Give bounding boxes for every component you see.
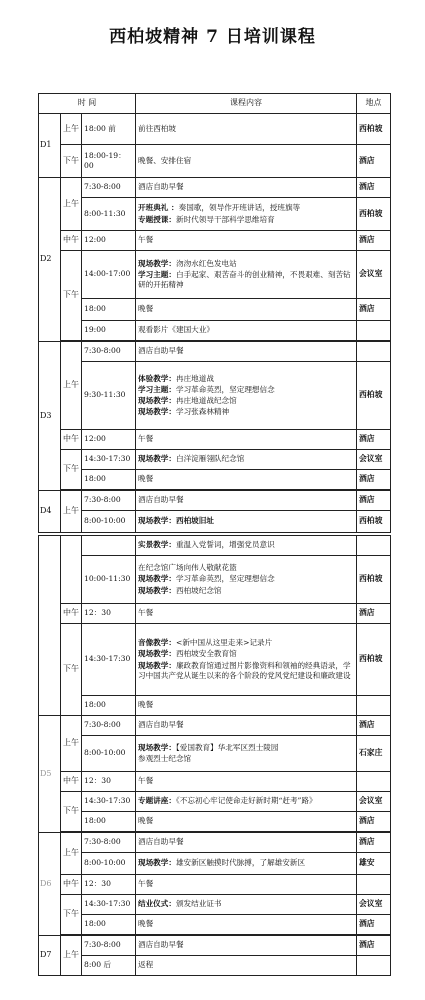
location-cell: 酒店: [357, 716, 391, 736]
location-cell: 西柏坡: [357, 624, 391, 696]
time-cell: 8:00-10:00: [82, 853, 136, 875]
segment-noon: 中午: [61, 430, 82, 450]
time-cell: [82, 536, 136, 556]
location-cell: 酒店: [357, 470, 391, 490]
time-cell: 18:00: [82, 299, 136, 321]
content-cell: 酒店自助早餐: [136, 342, 357, 362]
location-cell: 酒店: [357, 833, 391, 853]
activity-type: 学习主题：: [138, 269, 176, 279]
content-cell: 午餐: [136, 231, 357, 251]
activity-type: 现场教学：: [138, 742, 176, 752]
content-cell: [136, 624, 357, 696]
header-time: 时 间: [39, 94, 136, 114]
time-cell: 14:30-17:30: [82, 624, 136, 696]
location-cell: 酒店: [357, 812, 391, 832]
location-cell: 西柏坡: [357, 511, 391, 533]
activity-type: 专题授课：: [138, 214, 176, 224]
location-cell: 会议室: [357, 450, 391, 470]
time-cell: 14:30-17:30: [82, 450, 136, 470]
activity-text: 雄安新区触摸时代脉搏，了解雄安新区: [175, 858, 306, 868]
content-cell: 酒店自助早餐: [136, 491, 357, 511]
activity-text: 《不忘初心牢记使命走好新时期“赶考”路》: [175, 796, 317, 806]
activity-text: 重温入党誓词，增强党员意识: [175, 540, 275, 550]
location-cell: 西柏坡: [357, 198, 391, 231]
location-cell: 酒店: [357, 231, 391, 251]
time-cell: 18:00 前: [82, 114, 136, 145]
location-cell: 会议室: [357, 251, 391, 299]
location-cell: 会议室: [357, 792, 391, 812]
content-cell: [136, 536, 357, 556]
location-cell: [357, 875, 391, 895]
segment-noon: 中午: [61, 875, 82, 895]
activity-type: 现场教学：: [138, 454, 176, 464]
content-cell: [136, 511, 357, 533]
segment-noon: 中午: [61, 231, 82, 251]
time-cell: 18:00-19：00: [82, 145, 136, 178]
activity-type: 现场教学：: [138, 396, 176, 405]
day-label-continued: [39, 536, 61, 716]
content-cell: 午餐: [136, 604, 357, 624]
time-cell: 7:30-8:00: [82, 178, 136, 198]
time-cell: 8:00-10:00: [82, 736, 136, 772]
time-cell: 14:00-17:00: [82, 251, 136, 299]
activity-text: 参观烈士纪念馆: [138, 754, 192, 763]
activity-type: 专题讲座：: [138, 796, 176, 806]
activity-type: 现场教学：: [138, 649, 176, 659]
activity-type: 现场教学：: [138, 574, 176, 584]
content-cell: 晚餐: [136, 470, 357, 490]
segment-am: 上午: [61, 114, 82, 145]
content-cell: 酒店自助早餐: [136, 936, 357, 956]
location-cell: 会议室: [357, 895, 391, 915]
segment-pm: 下午: [61, 145, 82, 178]
time-cell: 8:00 后: [82, 956, 136, 976]
segment-am: 上午: [61, 936, 82, 976]
content-cell: 午餐: [136, 430, 357, 450]
location-cell: [357, 956, 391, 976]
activity-text: 奏国歌，领导作开班讲话，授班旗等: [178, 203, 301, 213]
activity-text: 冉庄地道战纪念馆: [175, 396, 237, 405]
time-cell: 12：30: [82, 875, 136, 895]
activity-type: 现场教学：: [138, 407, 176, 417]
content-cell: 酒店自助早餐: [136, 178, 357, 198]
activity-type: 学习主题：: [138, 384, 176, 394]
activity-type: 现场教学：: [138, 516, 176, 526]
location-cell: 雄安: [357, 853, 391, 875]
content-cell: [136, 251, 357, 299]
activity-text: 在纪念馆广场向伟人敬献花篮: [138, 563, 237, 573]
location-cell: 酒店: [357, 936, 391, 956]
segment-pm: 下午: [61, 792, 82, 832]
time-cell: 18:00: [82, 915, 136, 935]
activity-type: 现场教学：: [138, 660, 176, 670]
location-cell: 酒店: [357, 430, 391, 450]
activity-type: 现场教学：: [138, 585, 176, 595]
content-cell: 前往西柏坡: [136, 114, 357, 145]
time-cell: 14:30-17:30: [82, 895, 136, 915]
activity-text: 颁发结业证书: [175, 899, 222, 909]
activity-type: 结业仪式：: [138, 899, 176, 909]
activity-type: 实景教学：: [138, 540, 176, 550]
segment-pm: 下午: [61, 450, 82, 490]
schedule-table-part1: [38, 93, 391, 533]
activity-text: 新时代领导干部科学思维培育: [175, 214, 275, 224]
activity-text: 沕沕水红色发电站: [175, 258, 237, 268]
time-cell: 18:00: [82, 696, 136, 716]
content-cell: 晚餐、安排住宿: [136, 145, 357, 178]
content-cell: 晚餐: [136, 696, 357, 716]
location-cell: 酒店: [357, 178, 391, 198]
location-cell: [357, 696, 391, 716]
activity-text: 冉庄地道战: [175, 373, 214, 383]
segment-noon: 中午: [61, 604, 82, 624]
content-cell: 酒店自助早餐: [136, 716, 357, 736]
time-cell: 7:30-8:00: [82, 833, 136, 853]
time-cell: 8:00-10:00: [82, 511, 136, 533]
time-cell: 7:30-8:00: [82, 936, 136, 956]
schedule-table-part2: [38, 535, 391, 976]
segment-pm: 下午: [61, 895, 82, 935]
content-cell: [136, 853, 357, 875]
activity-type: 音像教学：: [138, 638, 176, 647]
time-cell: 12:00: [82, 231, 136, 251]
location-cell: 酒店: [357, 299, 391, 321]
header-place: 地点: [357, 94, 391, 114]
time-cell: 18:00: [82, 470, 136, 490]
time-cell: 8:00-11:30: [82, 198, 136, 231]
activity-text: 学习革命英烈，坚定理想信念: [175, 574, 275, 584]
location-cell: 酒店: [357, 915, 391, 935]
time-cell: 12：30: [82, 604, 136, 624]
content-cell: [136, 736, 357, 772]
content-cell: [136, 198, 357, 231]
time-cell: 19:00: [82, 321, 136, 341]
segment-am: 上午: [61, 342, 82, 430]
content-cell: 酒店自助早餐: [136, 833, 357, 853]
day-label: D3: [39, 342, 61, 491]
segment-am: 上午: [61, 178, 82, 231]
content-cell: 午餐: [136, 875, 357, 895]
time-cell: 18:00: [82, 812, 136, 832]
time-cell: 12:00: [82, 430, 136, 450]
activity-text: 西柏坡旧址: [175, 516, 214, 526]
day-label: D2: [39, 178, 61, 342]
day-label: D6: [39, 833, 61, 936]
segment-am-continued: [61, 536, 82, 604]
content-cell: [136, 895, 357, 915]
location-cell: 酒店: [357, 491, 391, 511]
activity-text: 白洋淀雁翎队纪念馆: [175, 454, 245, 464]
content-cell: 观看影片《建国大业》: [136, 321, 357, 341]
location-cell: [357, 772, 391, 792]
activity-text: 西柏坡安全教育馆: [175, 649, 237, 659]
header-content: 课程内容: [136, 94, 357, 114]
content-cell: 晚餐: [136, 812, 357, 832]
segment-am: 上午: [61, 491, 82, 533]
activity-type: 现场教学：: [138, 858, 176, 868]
activity-type: 开班典礼 ：: [138, 203, 179, 213]
segment-am: 上午: [61, 716, 82, 772]
day-label: D4: [39, 491, 61, 533]
segment-am: 上午: [61, 833, 82, 875]
location-cell: 西柏坡: [357, 114, 391, 145]
activity-type: 现场教学：: [138, 258, 176, 268]
time-cell: 10:00-11:30: [82, 556, 136, 604]
activity-text: 学习革命英烈，坚定理想信念: [175, 384, 275, 394]
content-cell: 返程: [136, 956, 357, 976]
activity-text: 西柏坡纪念馆: [175, 585, 222, 595]
time-cell: 7:30-8:00: [82, 716, 136, 736]
time-cell: 12：30: [82, 772, 136, 792]
activity-text: 学习张森林精神: [175, 407, 230, 417]
content-cell: 午餐: [136, 772, 357, 792]
day-label: D5: [39, 716, 61, 833]
location-cell: 西柏坡: [357, 362, 391, 430]
content-cell: [136, 556, 357, 604]
segment-pm: 下午: [61, 251, 82, 341]
activity-type: 体验教学：: [138, 373, 176, 383]
location-cell: [357, 342, 391, 362]
time-cell: 7:30-8:00: [82, 342, 136, 362]
day-label: D1: [39, 114, 61, 178]
location-cell: 酒店: [357, 604, 391, 624]
segment-pm: 下午: [61, 624, 82, 716]
location-cell: 西柏坡: [357, 556, 391, 604]
activity-text: <新中国从这里走来>记录片: [175, 638, 273, 647]
content-cell: [136, 450, 357, 470]
content-cell: 晚餐: [136, 915, 357, 935]
content-cell: [136, 792, 357, 812]
content-cell: [136, 362, 357, 430]
time-cell: 9:30-11:30: [82, 362, 136, 430]
segment-noon: 中午: [61, 772, 82, 792]
activity-text: 【爱国教育】华北军区烈士陵园: [175, 742, 279, 752]
location-cell: 石家庄: [357, 736, 391, 772]
location-cell: 酒店: [357, 145, 391, 178]
location-cell: [357, 536, 391, 556]
activity-text: 廉政教育馆通过图片影像资料和领袖的经典语录，学习中国共产党从诞生以来的各个阶段的党风党纪建设和廉政建设: [138, 660, 351, 680]
location-cell: [357, 321, 391, 341]
time-cell: 7:30-8:00: [82, 491, 136, 511]
page-title: 西柏坡精神 7 日培训课程: [109, 27, 316, 47]
content-cell: 晚餐: [136, 299, 357, 321]
time-cell: 14:30-17:30: [82, 792, 136, 812]
day-label: D7: [39, 936, 61, 976]
activity-text: 白手起家、艰苦奋斗的创业精神，不畏艰难、刻苦钻研的开拓精神: [138, 269, 351, 290]
